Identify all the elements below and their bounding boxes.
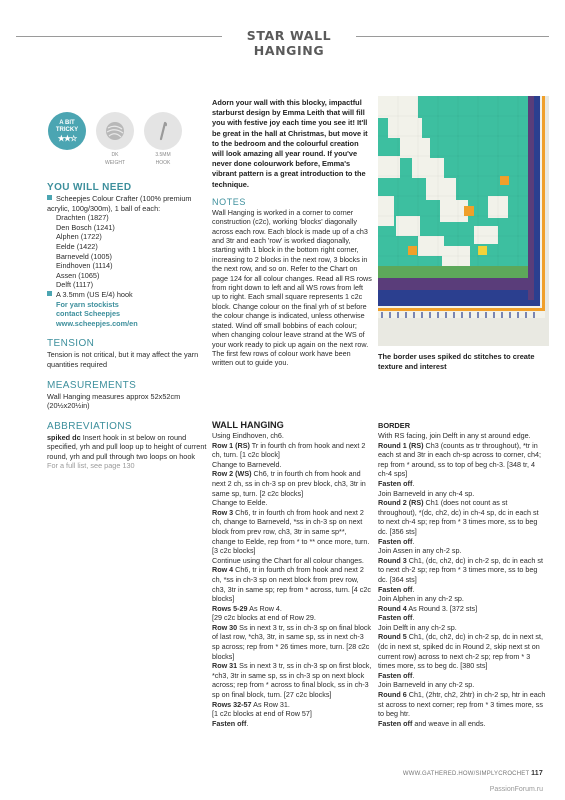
pattern-step-label: Round 2 (RS) (378, 498, 424, 508)
colour-item: Den Bosch (1241) (56, 222, 115, 232)
tension-text: Tension is not critical, but it may affect the yarn quantities required (47, 350, 199, 369)
pattern-step-text: Using Eindhoven, ch6. (212, 431, 284, 440)
pattern-step-text: With RS facing, join Delft in any st around edge. (378, 431, 531, 440)
pattern-step-text: . (412, 584, 415, 594)
bullet-square-icon (47, 291, 52, 296)
pattern-line (378, 489, 546, 499)
pattern-line (212, 661, 372, 699)
pattern-step-text: Ss in next 3 tr, ss in ch-3 sp on final block of last row, *ch3, 3tr, in same sp, ss in next ch-3 sp across; rep from * 26 times more, turn. [28 c2c blocks] (212, 622, 372, 661)
pattern-line (378, 594, 546, 604)
page-number: 117 (531, 770, 543, 777)
pattern-step-label: Fasten off (378, 584, 413, 594)
pattern-step-label: Rows 5-29 (212, 603, 248, 613)
pattern-step-label: Fasten off (378, 478, 413, 488)
pattern-line (212, 431, 372, 441)
pattern-line (212, 441, 372, 460)
pattern-step-text: Join Assen in any ch-2 sp. (378, 546, 462, 556)
pattern-line (212, 469, 372, 498)
pattern-line (212, 498, 372, 508)
pattern-step-label: Row 2 (WS) (212, 469, 252, 479)
stockists-line-1: For yarn stockists (56, 299, 119, 309)
colour-item: Alphen (1722) (56, 232, 102, 242)
pattern-step-text: Ch1, (dc, ch2, dc) in ch-2 sp, dc in next st, (dc in next st, spiked dc in Round 2, skip next st on current row) across to next ch-2 sp; rep from * 3 times more, ss to beg dc. [380 sts] (378, 632, 543, 671)
pattern-line (378, 604, 546, 614)
pattern-step-text: Ch1, (dc, ch2, dc) in ch-2 sp, dc in each st to next ch-2 sp; rep from * 3 times more, ss to beg dc. [364 sts] (378, 555, 543, 584)
colour-item: Drachten (1827) (56, 213, 109, 223)
wall-hanging-heading: WALL HANGING (212, 420, 284, 430)
pattern-line (378, 623, 546, 633)
abbreviation-term: spiked dc (47, 432, 81, 442)
pattern-step-text: . (412, 478, 415, 488)
pattern-line (378, 680, 546, 690)
pattern-step-text: . (412, 670, 415, 680)
pattern-line (212, 613, 372, 623)
header-rule-left (16, 36, 222, 37)
colour-item: Delft (1117) (56, 280, 94, 290)
header-rule-right (356, 36, 549, 37)
pattern-step-label: Row 4 (212, 565, 234, 575)
page-footer (403, 770, 543, 777)
pattern-step-label: Row 30 (212, 622, 238, 632)
pattern-step-text: Ss in next 3 tr, ss in ch-3 sp on first block, *ch3, 3tr in same sp, ss in ch-3 sp on next block across; rep from * across to final block, ss in ch-3 sp on final block, turn. [27 c2c blocks] (212, 661, 372, 700)
full-list-note: For a full list, see page 130 (47, 461, 135, 471)
pattern-step-label: Row 3 (212, 507, 234, 517)
pattern-step-text: Join Alphen in any ch-2 sp. (378, 594, 464, 604)
wall-hanging-lines (212, 431, 372, 728)
pattern-step-text: . (412, 536, 415, 546)
hook-size-caption-1: 3.5MM (155, 152, 171, 158)
footer-url: WWW.GATHERED.HOW/SIMPLYCROCHET (402, 771, 530, 777)
website-link[interactable]: www.scheepjes.com/en (56, 318, 138, 328)
pattern-step-text: Join Barneveld in any ch-4 sp. (378, 488, 475, 498)
pattern-line (378, 613, 546, 623)
crochet-hook-icon (144, 112, 182, 150)
pattern-line (212, 565, 372, 603)
pattern-step-label: Fasten off (378, 536, 413, 546)
pattern-step-text: Ch3 (counts as tr throughout), *tr in each st and 3tr in each ch-sp across to corner, ch4; rep from * around, ss to top of beg ch-3. [348 tr, 4 ch-4 sps] (378, 440, 542, 479)
pattern-line (212, 719, 372, 729)
pattern-line (378, 431, 546, 441)
border-pattern (378, 420, 546, 728)
measurements-heading: MEASUREMENTS (47, 379, 137, 391)
pattern-line (378, 719, 546, 729)
difficulty-line-2: TRICKY (55, 126, 79, 133)
pattern-line (212, 556, 372, 566)
intro-column (212, 98, 372, 368)
pattern-step-label: Fasten off (378, 670, 413, 680)
stockists-line-2: contact Scheepjes (56, 309, 121, 319)
pattern-step-text: As Row 4. (247, 603, 282, 613)
pattern-step-text: Tr in fourth ch from hook and next 2 ch, turn. [1 c2c block] (212, 440, 366, 460)
colour-list (47, 213, 207, 290)
notes-text: Wall Hanging is worked in a corner to corner construction (c2c), working 'blocks' diagonally across each row. Each block is made up of a ch3 and 3tr and each 'row' is worked diagonally, starting with 1 block in the bottom right corner, increasing to 2 blocks in the next row, 3 blocks in the next row, and so on. Refer to the Chart on page 124 for all colour changes. Read all RS rows from right down to left and all WS rows from left up to right. Each small square represents 1 c2c block. Change colour on the final yrh of st before the colour change is indicated, unless otherwise stated. Wind off small bobbins of each colour; when changing colour leave strand at the WS of your work ready to pick up again on the next row. The first few rows of colour work have been written out to guide you. (212, 207, 372, 368)
measurements-text: Wall Hanging measures approx 52x52cm (20½x20½in) (47, 391, 181, 411)
colour-item: Barneveld (1005) (56, 251, 112, 261)
pattern-step-label: Round 3 (378, 555, 407, 565)
pattern-line (378, 556, 546, 585)
pattern-line (378, 546, 546, 556)
pattern-step-text: Continue using the Chart for all colour changes. (212, 555, 364, 565)
bullet-square-icon (47, 195, 52, 200)
pattern-line (212, 460, 372, 470)
pattern-line (378, 632, 546, 670)
notes-heading: NOTES (212, 196, 247, 207)
difficulty-circle (48, 112, 86, 150)
pattern-step-text: [1 c2c blocks at end of Row 57] (212, 709, 312, 719)
pattern-step-text: Change to Eelde. (212, 498, 268, 508)
pattern-step-label: Fasten off (378, 613, 413, 623)
border-lines (378, 431, 546, 728)
crochet-photo-illustration (378, 96, 549, 346)
pattern-line (212, 700, 372, 710)
sidebar (47, 112, 207, 471)
difficulty-stars: ★★☆ (57, 133, 77, 143)
pattern-step-text: . (246, 718, 249, 728)
pattern-step-text: Ch6, tr in fourth ch from hook and next 2 ch, *ss in ch-3 sp on next block from prev row, ch3, 3tr in same sp; rep from * across, turn. [4 c2c blocks] (212, 565, 371, 604)
pattern-step-text: Ch6, tr in fourth ch from hook and next 2 ch, change to Barneveld, *ss in ch-3 sp on next block from prev row, ch3, 3tr in same sp**, change to Eelde, rep from * to ** once more, turn. [3 c2c blocks] (212, 507, 370, 556)
pattern-line (378, 585, 546, 595)
pattern-step-label: Round 4 (378, 603, 407, 613)
pattern-step-label: Rows 32-57 (212, 699, 252, 709)
pattern-step-label: Row 1 (RS) (212, 440, 250, 450)
watermark: PassionForum.ru (489, 786, 543, 793)
pattern-line (378, 671, 546, 681)
difficulty-badge (47, 112, 87, 172)
pattern-line (378, 441, 546, 479)
yarn-weight-badge (95, 112, 135, 172)
pattern-step-text: Join Barneveld in any ch-2 sp. (378, 680, 475, 690)
pattern-line (212, 508, 372, 556)
page-title: STAR WALL HANGING (246, 28, 332, 58)
yarn-weight-caption-1: DK (111, 152, 119, 158)
pattern-step-label: Round 5 (378, 632, 407, 642)
yarn-ball-icon (96, 112, 134, 150)
hook-size-caption-2: HOOK (155, 160, 171, 166)
tension-heading: TENSION (47, 338, 95, 350)
pattern-line (212, 623, 372, 661)
pattern-step-text: and weave in all ends. (412, 718, 486, 728)
hook-line: A 3.5mm (US E/4) hook (47, 290, 207, 300)
pattern-line (212, 604, 372, 614)
pattern-line (378, 479, 546, 489)
pattern-step-label: Fasten off (212, 718, 247, 728)
pattern-step-text: Ch1, (2htr, ch2, 2htr) in ch-2 sp, htr in each st across to next corner; rep from * 3 times more, ss to beg htr. (378, 690, 546, 719)
pattern-line (378, 690, 546, 719)
abbreviation-definition: Insert hook in st below on round specified, yrh and pull loop up to height of current round, yrh and pull through two loops on hook (47, 432, 207, 461)
colour-item: Eindhoven (1114) (56, 261, 113, 271)
pattern-line (378, 498, 546, 536)
pattern-step-text: Ch1 (does not count as st throughout), *(dc, ch2, dc) in ch-4 sp, dc in each st to next ch-4 sp; rep from * 3 times more, ss to beg dc. [356 sts] (378, 498, 539, 536)
intro-text: Adorn your wall with this blocky, impactful starburst design by Emma Leith that will fill you with festive joy each time you see it! It'll be great in the hall at Christmas, but move it to the bedroom and the colourful creation will look amazing all year round. If you've never done colourwork before, Emma's vibrant pattern is a great introduction to the technique. (212, 98, 368, 189)
pattern-step-text: . (412, 613, 415, 623)
pattern-step-label: Fasten off (378, 718, 413, 728)
pattern-step-label: Row 31 (212, 661, 238, 671)
pattern-step-text: Ch6, tr in fourth ch from hook and next 2 ch, ss in ch-3 sp on prev block, ch3, 3tr in same sp, turn. [2 c2c blocks] (212, 469, 366, 498)
pattern-step-text: Join Delft in any ch-2 sp. (378, 622, 457, 632)
abbreviations-heading: ABBREVIATIONS (47, 420, 133, 432)
colour-item: Eelde (1422) (56, 241, 98, 251)
pattern-step-text: As Round 3. [372 sts] (406, 603, 478, 613)
pattern-step-text: As Row 31. (251, 699, 290, 709)
colour-item: Assen (1065) (56, 270, 100, 280)
difficulty-line-1: A BIT (59, 119, 75, 126)
abbreviation-item (47, 433, 207, 462)
pattern-step-text: Change to Barneveld. (212, 459, 282, 469)
yarn-line: Scheepjes Colour Crafter (100% premium acrylic, 100g/300m), 1 ball of each: (47, 194, 192, 213)
pattern-step-text: [29 c2c blocks at end of Row 29. (212, 613, 316, 623)
wall-hanging-pattern (212, 420, 372, 728)
pattern-line (212, 709, 372, 719)
yarn-weight-caption-2: WEIGHT (105, 160, 125, 166)
badges (47, 112, 207, 172)
product-photo (378, 96, 549, 346)
photo-caption: The border uses spiked dc stitches to create texture and interest (378, 352, 535, 371)
pattern-step-label: Round 6 (378, 690, 407, 700)
pattern-step-label: Round 1 (RS) (378, 440, 424, 450)
you-will-need-heading: YOU WILL NEED (47, 182, 132, 193)
border-heading: BORDER (378, 421, 411, 430)
pattern-line (378, 537, 546, 547)
hook-size-badge (143, 112, 183, 172)
